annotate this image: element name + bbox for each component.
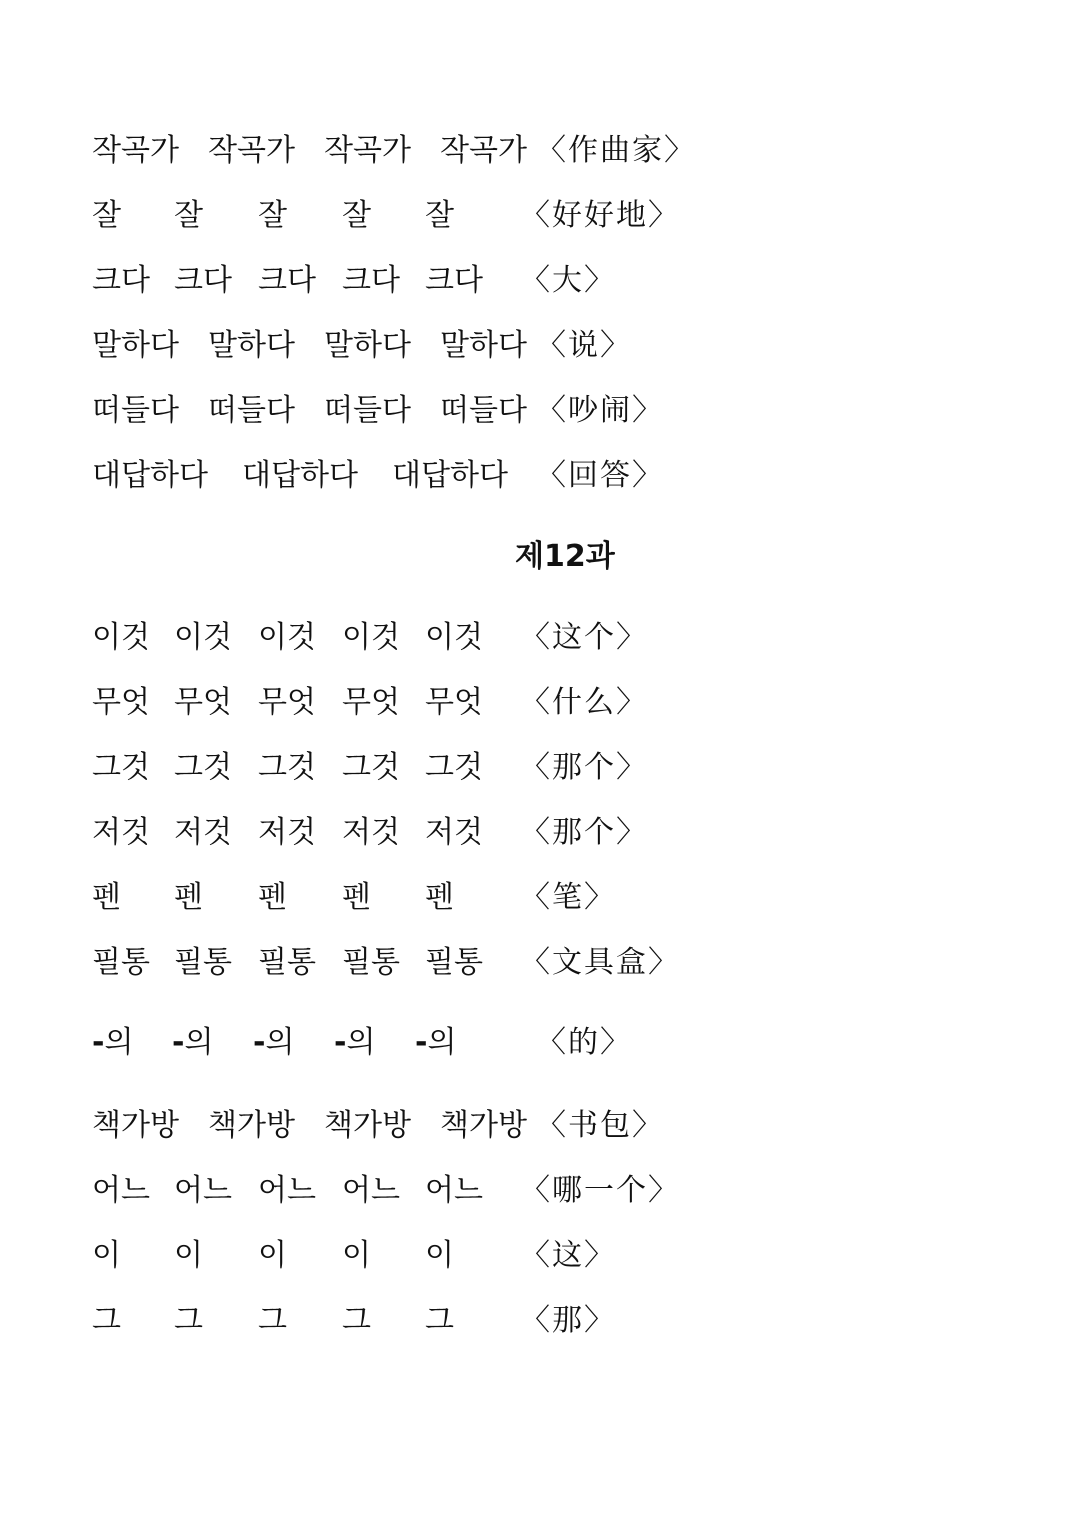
vocab-word: 크다 [174, 263, 232, 298]
vocab-word: 잘 [425, 198, 454, 233]
vocab-word: 작곡가 [324, 133, 411, 168]
vocab-meaning: 〈书包〉 [536, 1108, 664, 1143]
vocab-word: 크다 [92, 263, 150, 298]
vocab-word: 대답하다 [242, 458, 358, 493]
vocab-word: 필통 [425, 945, 483, 980]
vocab-word: 펜 [92, 880, 121, 915]
vocab-word: 그 [92, 1303, 121, 1338]
vocab-word: 책가방 [92, 1108, 179, 1143]
vocab-word: 이것 [342, 620, 400, 655]
vocab-word: 크다 [342, 263, 400, 298]
vocab-word: 펜 [258, 880, 287, 915]
suffix-dash: - [334, 1025, 347, 1060]
vocab-meaning: 〈这个〉 [520, 620, 648, 655]
vocab-word: 책가방 [324, 1108, 411, 1143]
vocab-word: 그것 [174, 750, 232, 785]
vocab-word: 이것 [92, 620, 150, 655]
vocab-meaning: 〈回答〉 [536, 458, 664, 493]
vocab-meaning: 〈那个〉 [520, 815, 648, 850]
vocab-word: 저것 [342, 815, 400, 850]
vocab-meaning: 〈那〉 [520, 1303, 616, 1338]
vocab-word: 펜 [174, 880, 203, 915]
vocab-word: 이것 [258, 620, 316, 655]
vocab-word: 대답하다 [92, 458, 208, 493]
vocab-meaning: 〈文具盒〉 [520, 945, 680, 980]
vocab-word: 책가방 [440, 1108, 527, 1143]
vocab-word: 필통 [258, 945, 316, 980]
vocab-word: 이 [258, 1238, 287, 1273]
vocab-word: 크다 [258, 263, 316, 298]
vocab-word: 이것 [425, 620, 483, 655]
vocab-word: 어느 [425, 1173, 483, 1208]
suffix-dash: - [92, 1025, 105, 1060]
vocab-suffix [334, 1021, 375, 1065]
vocab-word: 말하다 [92, 328, 179, 363]
vocab-word: 떠들다 [208, 393, 295, 428]
vocab-word: 필통 [342, 945, 400, 980]
vocab-word: 떠들다 [440, 393, 527, 428]
vocab-meaning: 〈大〉 [520, 263, 616, 298]
vocab-word: 필통 [174, 945, 232, 980]
vocab-word: 작곡가 [208, 133, 295, 168]
vocab-word: 그것 [92, 750, 150, 785]
vocab-word: 말하다 [440, 328, 527, 363]
vocab-word: 저것 [92, 815, 150, 850]
vocab-word: 의 [184, 1025, 214, 1060]
vocab-word: 무엇 [342, 685, 400, 720]
vocab-word: 잘 [258, 198, 287, 233]
suffix-dash: - [172, 1025, 185, 1060]
vocab-word: 의 [265, 1025, 295, 1060]
vocab-meaning: 〈的〉 [536, 1025, 632, 1060]
vocab-word: 어느 [342, 1173, 400, 1208]
vocab-word: 무엇 [92, 685, 150, 720]
vocab-suffix [415, 1021, 456, 1065]
vocab-word: 잘 [342, 198, 371, 233]
vocab-word: 어느 [258, 1173, 316, 1208]
vocab-word: 크다 [425, 263, 483, 298]
vocab-word: 그것 [342, 750, 400, 785]
vocab-meaning: 〈笔〉 [520, 880, 616, 915]
vocab-suffix [172, 1021, 213, 1065]
vocab-meaning: 〈这〉 [520, 1238, 616, 1273]
vocab-word: 어느 [174, 1173, 232, 1208]
vocab-word: 그 [342, 1303, 371, 1338]
vocab-word: 저것 [258, 815, 316, 850]
vocab-word: 그 [174, 1303, 203, 1338]
vocab-word: 이 [425, 1238, 454, 1273]
vocab-meaning: 〈好好地〉 [520, 198, 680, 233]
vocab-word: 무엇 [258, 685, 316, 720]
vocab-meaning: 〈哪一个〉 [520, 1173, 680, 1208]
vocab-word: 이것 [174, 620, 232, 655]
vocab-suffix [253, 1021, 294, 1065]
vocab-word: 의 [346, 1025, 376, 1060]
vocab-word: 펜 [425, 880, 454, 915]
suffix-dash: - [415, 1025, 428, 1060]
vocab-word: 이 [342, 1238, 371, 1273]
vocab-word: 의 [427, 1025, 457, 1060]
vocab-word: 이 [92, 1238, 121, 1273]
vocab-word: 작곡가 [440, 133, 527, 168]
vocab-word: 이 [174, 1238, 203, 1273]
vocab-meaning: 〈吵闹〉 [536, 393, 664, 428]
vocab-word: 저것 [425, 815, 483, 850]
vocab-word: 잘 [92, 198, 121, 233]
vocab-word: 떠들다 [92, 393, 179, 428]
vocab-word: 어느 [92, 1173, 150, 1208]
vocab-word: 저것 [174, 815, 232, 850]
vocab-word: 떠들다 [324, 393, 411, 428]
vocab-word: 그 [258, 1303, 287, 1338]
vocab-word: 의 [104, 1025, 134, 1060]
vocab-word: 말하다 [324, 328, 411, 363]
vocab-word: 무엇 [425, 685, 483, 720]
suffix-dash: - [253, 1025, 266, 1060]
lesson-title: 제12과 [515, 539, 615, 574]
vocab-meaning: 〈说〉 [536, 328, 632, 363]
vocab-word: 필통 [92, 945, 150, 980]
vocab-word: 그것 [258, 750, 316, 785]
vocab-meaning: 〈什么〉 [520, 685, 648, 720]
vocab-word: 그것 [425, 750, 483, 785]
vocab-word: 잘 [174, 198, 203, 233]
vocab-word: 무엇 [174, 685, 232, 720]
vocab-meaning: 〈作曲家〉 [536, 133, 696, 168]
vocab-word: 펜 [342, 880, 371, 915]
vocab-word: 작곡가 [92, 133, 179, 168]
vocab-word: 그 [425, 1303, 454, 1338]
vocab-word: 말하다 [208, 328, 295, 363]
vocab-word: 대답하다 [392, 458, 508, 493]
vocab-meaning: 〈那个〉 [520, 750, 648, 785]
vocab-suffix [92, 1021, 133, 1065]
vocab-word: 책가방 [208, 1108, 295, 1143]
